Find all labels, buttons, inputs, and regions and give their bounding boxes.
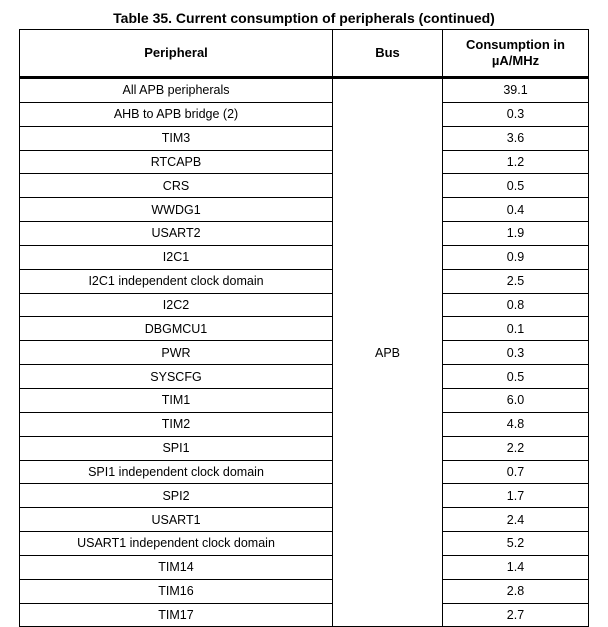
peripheral-cell: TIM14 — [20, 555, 333, 579]
table-row — [20, 78, 589, 103]
peripheral-cell: TIM16 — [20, 579, 333, 603]
peripheral-cell: USART1 independent clock domain — [20, 532, 333, 556]
table-row — [20, 150, 589, 174]
peripheral-cell: USART1 — [20, 508, 333, 532]
table-row — [20, 460, 589, 484]
peripheral-cell: All APB peripherals — [20, 78, 333, 103]
peripheral-cell: AHB to APB bridge (2) — [20, 102, 333, 126]
peripheral-cell: TIM17 — [20, 603, 333, 627]
consumption-cell: 2.2 — [443, 436, 589, 460]
peripheral-cell: SPI1 independent clock domain — [20, 460, 333, 484]
consumption-cell: 1.7 — [443, 484, 589, 508]
peripheral-cell: CRS — [20, 174, 333, 198]
table-row — [20, 174, 589, 198]
consumption-cell: 1.2 — [443, 150, 589, 174]
header-peripheral: Peripheral — [20, 30, 333, 78]
peripheral-cell: TIM2 — [20, 412, 333, 436]
peripheral-cell: RTCAPB — [20, 150, 333, 174]
consumption-cell: 5.2 — [443, 532, 589, 556]
peripheral-cell: TIM3 — [20, 126, 333, 150]
table-row — [20, 508, 589, 532]
consumption-cell: 0.7 — [443, 460, 589, 484]
consumption-cell: 0.8 — [443, 293, 589, 317]
table-row — [20, 555, 589, 579]
table-row — [20, 269, 589, 293]
table-row — [20, 341, 589, 365]
table-header-row — [20, 30, 589, 78]
peripheral-cell: I2C1 — [20, 245, 333, 269]
peripheral-cell: I2C2 — [20, 293, 333, 317]
table-row — [20, 484, 589, 508]
table-row — [20, 126, 589, 150]
consumption-cell: 3.6 — [443, 126, 589, 150]
peripheral-cell: PWR — [20, 341, 333, 365]
table-body — [20, 78, 589, 627]
peripheral-cell: DBGMCU1 — [20, 317, 333, 341]
table-row — [20, 365, 589, 389]
table-row — [20, 436, 589, 460]
consumption-cell: 2.5 — [443, 269, 589, 293]
peripheral-cell: WWDG1 — [20, 198, 333, 222]
peripheral-cell: SPI1 — [20, 436, 333, 460]
consumption-cell: 4.8 — [443, 412, 589, 436]
consumption-cell: 0.1 — [443, 317, 589, 341]
table-row — [20, 317, 589, 341]
header-bus: Bus — [333, 30, 443, 78]
consumption-cell: 0.3 — [443, 102, 589, 126]
consumption-cell: 6.0 — [443, 388, 589, 412]
table-row — [20, 222, 589, 246]
table-row — [20, 388, 589, 412]
bus-label: APB — [374, 345, 400, 360]
table-row — [20, 293, 589, 317]
consumption-cell: 1.9 — [443, 222, 589, 246]
consumption-cell: 2.8 — [443, 579, 589, 603]
peripheral-consumption-table — [19, 29, 589, 627]
peripheral-cell: TIM1 — [20, 388, 333, 412]
consumption-cell: 2.4 — [443, 508, 589, 532]
table-row — [20, 579, 589, 603]
table-row — [20, 198, 589, 222]
table-row — [20, 245, 589, 269]
consumption-cell: 39.1 — [443, 78, 589, 103]
consumption-cell: 0.4 — [443, 198, 589, 222]
table-caption: Table 35. Current consumption of peripherals (continued) — [113, 10, 495, 26]
consumption-cell: 0.9 — [443, 245, 589, 269]
consumption-cell: 0.5 — [443, 365, 589, 389]
table-row — [20, 603, 589, 627]
table-row — [20, 532, 589, 556]
consumption-cell: 0.5 — [443, 174, 589, 198]
peripheral-cell: I2C1 independent clock domain — [20, 269, 333, 293]
header-consumption-line1: Consumption in — [466, 37, 565, 52]
consumption-cell: 2.7 — [443, 603, 589, 627]
table-row — [20, 102, 589, 126]
header-consumption — [443, 30, 589, 78]
peripheral-cell: SYSCFG — [20, 365, 333, 389]
consumption-cell: 0.3 — [443, 341, 589, 365]
table-row — [20, 412, 589, 436]
peripheral-cell: USART2 — [20, 222, 333, 246]
bus-cell — [333, 78, 443, 627]
peripheral-cell: SPI2 — [20, 484, 333, 508]
consumption-cell: 1.4 — [443, 555, 589, 579]
header-consumption-line2: µA/MHz — [491, 53, 540, 68]
